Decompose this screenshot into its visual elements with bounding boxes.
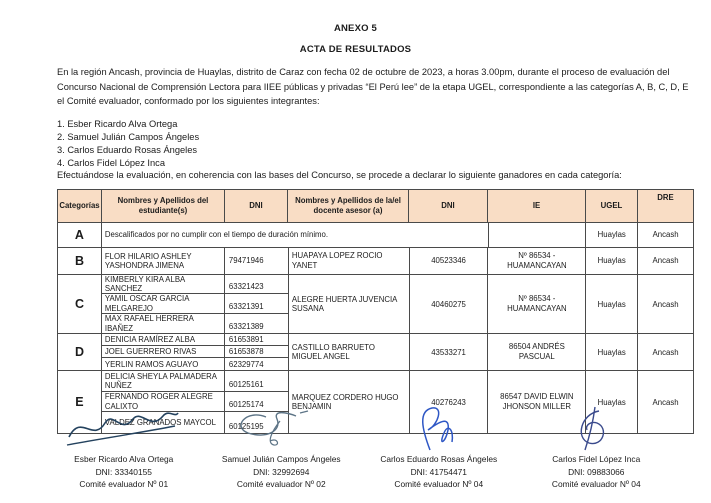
header-docente: Nombres y Apellidos de la/el docente asesor (a) [288, 190, 409, 222]
student-name: FLOR HILARIO ASHLEY YASHONDRA JIMENA [102, 248, 225, 274]
student-dni: 63321423 [228, 282, 264, 292]
signatures-row [45, 403, 675, 491]
ie-cell: Nº 86534 - HUAMANCAYAN [488, 275, 586, 334]
table-row-category-b [58, 248, 693, 275]
student-name: JOEL GUERRERO RIVAS [102, 346, 225, 357]
student-name: VALDEZ GRANADOS MAYCOL [102, 412, 225, 433]
ie-cell: 86504 ANDRÉS PASCUAL [488, 334, 586, 370]
annex-title: ANEXO 5 [333, 23, 378, 34]
student-dni: 63321391 [228, 301, 264, 311]
category-letter: D [58, 334, 102, 370]
student-name: YAMIL OSCAR GARCIA MELGAREJO [102, 294, 225, 313]
student-subrow [102, 334, 288, 346]
ie-cell: 86547 DAVID ELWIN JHONSON MILLER [488, 371, 586, 433]
signer-dni: DNI: 09883066 [568, 466, 625, 477]
teacher-name: CASTILLO BARRUETO MIGUEL ANGEL [289, 334, 410, 370]
table-row-category-c [58, 275, 693, 335]
ugel-cell: Huaylas [586, 248, 638, 274]
teacher-name: ALEGRE HUERTA JUVENCIA SUSANA [289, 275, 410, 334]
category-letter: A [58, 223, 102, 247]
member-item: 3. Carlos Eduardo Rosas Ángeles [57, 144, 198, 155]
signer-committee: Comité evaluador Nº 04 [394, 479, 484, 489]
student-dni: 79471946 [228, 256, 264, 266]
student-subrow [102, 275, 288, 295]
student-dni: 61653878 [228, 347, 264, 357]
table-row-category-a [58, 223, 693, 248]
committee-members-list [57, 118, 691, 182]
signer-committee: Comité evaluador Nº 02 [236, 479, 326, 489]
student-name: MAX RAFAEL HERRERA IBAÑEZ [102, 314, 225, 334]
signer-name: Samuel Julián Campos Ángeles [221, 454, 341, 464]
teacher-name: HUAPAYA LOPEZ ROCIO YANET [289, 248, 410, 274]
teacher-dni: 40460275 [410, 275, 489, 334]
teacher-dni: 40276243 [410, 371, 489, 433]
student-subrow [102, 248, 288, 274]
signer-name: Carlos Fidel López Inca [552, 454, 641, 464]
signature-3-handwriting [360, 403, 518, 451]
signer-name: Esber Ricardo Alva Ortega [74, 454, 174, 464]
intro-paragraph: En la región Ancash, provincia de Huaylas, distrito de Caraz con fecha 02 de octubre de 2023, a horas 3.00pm, durante el proceso de evaluación del Concurso Nacional de Comprensión Lectora para IIEE públicas y privadas “El Perú lee” de la etapa UGEL, correspondiente a las categorías A, B, C, D, E el Comité evaluador, conformado por los siguientes integrantes: [57, 67, 689, 107]
header-dni-docente: DNI [409, 190, 488, 222]
header-dni-estudiante: DNI [225, 190, 288, 222]
student-subrow [102, 294, 288, 314]
dre-cell: Ancash [652, 397, 679, 407]
signer-name: Carlos Eduardo Rosas Ángeles [380, 454, 498, 464]
student-subrow [102, 346, 288, 358]
dre-cell: Ancash [652, 256, 679, 266]
table-header-row [58, 190, 693, 223]
dre-cell: Ancash [652, 230, 679, 240]
signature-block-1 [45, 403, 203, 491]
student-name: YERLIN RAMOS AGUAYO [102, 358, 225, 370]
dre-cell: Ancash [652, 299, 679, 309]
student-subrow [102, 371, 288, 392]
student-dni: 60125174 [228, 400, 264, 410]
student-name: KIMBERLY KIRA ALBA SANCHEZ [102, 275, 225, 294]
category-letter: B [58, 248, 102, 274]
header-ie: IE [488, 190, 586, 222]
table-row-category-d [58, 334, 693, 371]
member-item: 1. Esber Ricardo Alva Ortega [57, 118, 178, 129]
signer-dni: DNI: 41754471 [410, 466, 467, 477]
signer-dni: DNI: 33340155 [95, 466, 152, 477]
dre-cell: Ancash [652, 347, 679, 357]
teacher-dni: 40523346 [410, 248, 489, 274]
students-cell [102, 248, 289, 274]
evaluation-note: Efectuándose la evaluación, en coherencia con las bases del Concurso, se procede a declarar lo siguiente ganadores en cada categoría: [57, 170, 622, 181]
signature-block-2 [203, 403, 361, 491]
student-subrow [102, 358, 288, 370]
student-dni: 63321389 [228, 322, 264, 332]
member-item: 2. Samuel Julián Campos Ángeles [57, 131, 200, 142]
header-estudiante: Nombres y Apellidos del estudiante(s) [102, 190, 225, 222]
signature-2-handwriting [203, 403, 361, 451]
signer-dni: DNI: 32992694 [253, 466, 310, 477]
teacher-dni: 43533271 [410, 334, 489, 370]
member-item: 4. Carlos Fidel López Inca [57, 157, 166, 168]
signer-committee: Comité evaluador Nº 04 [551, 479, 641, 489]
student-subrow [102, 314, 288, 334]
student-dni: 60125161 [228, 379, 264, 389]
ugel-cell: Huaylas [586, 223, 638, 247]
signature-block-4 [518, 403, 676, 491]
signer-committee: Comité evaluador Nº 01 [79, 479, 169, 489]
signature-4-handwriting [518, 403, 676, 451]
ie-cell [489, 223, 587, 247]
ugel-cell: Huaylas [586, 275, 638, 334]
ugel-cell: Huaylas [586, 371, 638, 433]
students-cell [102, 275, 289, 334]
student-dni: 60125195 [228, 421, 264, 431]
teacher-name: MARQUEZ CORDERO HUGO BENJAMIN [289, 371, 410, 433]
student-name: DENICIA RAMÍREZ ALBA [102, 334, 225, 345]
students-cell [102, 334, 289, 370]
signature-block-3 [360, 403, 518, 491]
signature-1-handwriting [45, 403, 203, 451]
student-name: DELICIA SHEYLA PALMADERA NUÑEZ [102, 371, 225, 391]
student-name: FERNANDO ROGER ALEGRE CALIXTO [102, 392, 225, 412]
header-dre: DRE [657, 192, 674, 202]
header-categorias: Categorías [58, 190, 102, 222]
category-letter: C [58, 275, 102, 334]
header-ugel: UGEL [586, 190, 638, 222]
disqualified-note: Descalificados por no cumplir con el tiempo de duración mínimo. [102, 223, 489, 247]
results-table [57, 189, 694, 434]
category-letter: E [58, 371, 102, 433]
student-dni: 62329774 [228, 359, 264, 369]
ie-cell: Nº 86534 - HUAMANCAYAN [488, 248, 586, 274]
document-title: ACTA DE RESULTADOS [299, 44, 412, 55]
student-dni: 61653891 [228, 335, 264, 345]
ugel-cell: Huaylas [586, 334, 638, 370]
